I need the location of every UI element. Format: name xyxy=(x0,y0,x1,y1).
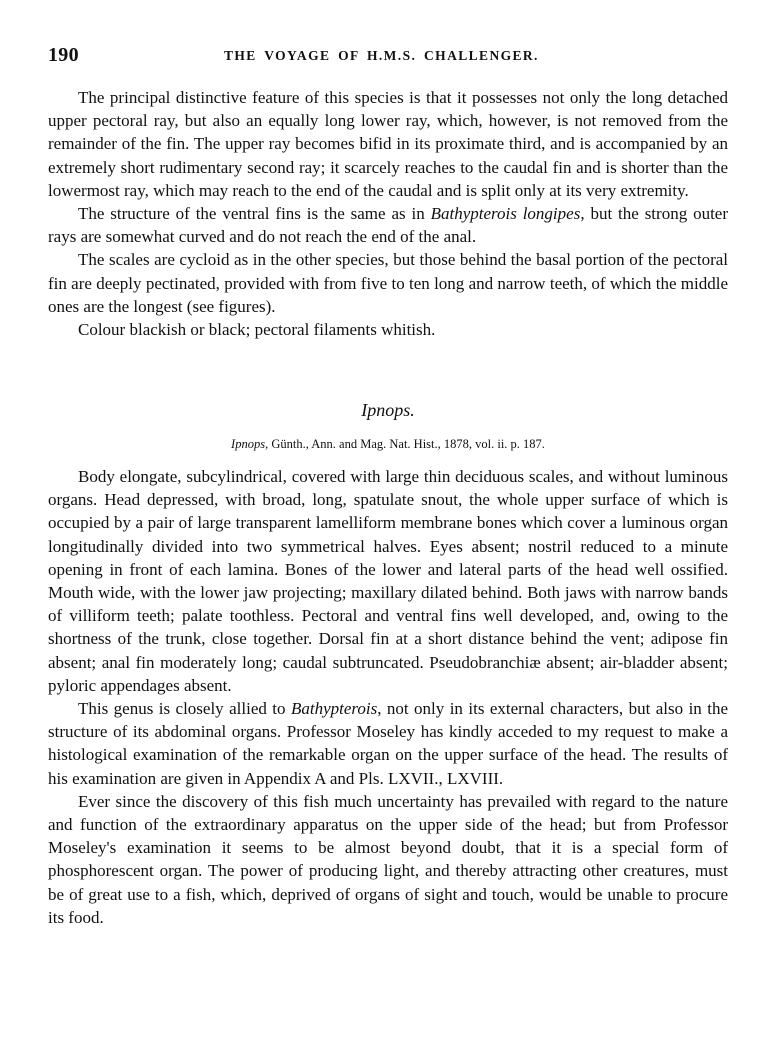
paragraph-fin-features: The principal distinctive feature of this species is that it possesses not only the long detached upper pectoral ray, but also an equally long lower ray, which, however, is not removed from the remainder of the fin. The upper ray becomes bifid in its proximate third, and is accompanied by an extremely short rudimentary second ray; it scarcely reaches to the caudal fin and is shorter than the lowermost ray, which may reach to the end of the caudal and is split only at its very extremity. xyxy=(48,88,728,200)
genus-name: Bathypterois xyxy=(290,699,378,719)
species-name: Bathypterois longipes xyxy=(430,204,581,224)
genus-heading: Ipnops. xyxy=(361,400,415,420)
paragraph-body-description: Body elongate, subcylindrical, covered with large thin deciduous scales, and without luminous organs. Head depressed, with broad, long, spatulate snout, the whole upper surface of which is occupied by a pair of large transparent lamelliform membrane bones which cover a luminous organ longitudinally divided into two symmetrical halves. Eyes absent; nostril reduced to a minute opening in front of each lamina. Bones of the lower and lateral parts of the head well ossified. Mouth wide, with the lower jaw projecting; maxillary dilated behind. Both jaws with narrow bands of villiform teeth; palate toothless. Pectoral and ventral fins well developed, and, owing to the shortness of the trunk, close together. Dorsal fin at a short distance behind the vent; adipose fin absent; anal fin moderately long; caudal subtruncated. Pseudobranchiæ absent; air-bladder absent; pyloric appendages absent. xyxy=(48,467,728,695)
text-run: , not only in its external characters, but also in the structure of its abdominal organs. Professor Moseley has kindly acceded to my request to make a histological examination of the remarkable organ on the upper surface of the head. The results of his examination are given in Appendix A and Pls. LXVII., LXVIII. xyxy=(48,699,729,788)
text-run: This genus is closely allied to xyxy=(78,699,291,719)
species-description-section xyxy=(48,86,728,341)
running-head: THE VOYAGE OF H.M.S. CHALLENGER. xyxy=(224,48,539,63)
page-header xyxy=(48,44,728,70)
paragraph-affinities xyxy=(48,697,728,790)
text-run: , but the strong outer rays are somewhat curved and do not reach the end of the anal. xyxy=(48,204,728,247)
citation-reference: , Günth., Ann. and Mag. Nat. Hist., 1878, vol. ii. p. 187. xyxy=(265,437,545,451)
genus-citation xyxy=(0,437,776,452)
genus-description-section xyxy=(48,465,728,929)
paragraph-scales: The scales are cycloid as in the other species, but those behind the basal portion of the pectoral fin are deeply pectinated, provided with from five to ten long and narrow teeth, of which the middle ones are the longest (see figures). xyxy=(48,250,728,316)
text-run: The structure of the ventral fins is the same as in xyxy=(78,204,431,224)
page-number: 190 xyxy=(48,44,79,66)
paragraph-ventral-fins xyxy=(48,202,728,248)
citation-genus: Ipnops xyxy=(231,437,266,451)
paragraph-colour: Colour blackish or black; pectoral filaments whitish. xyxy=(78,320,436,340)
paragraph-phosphorescent-organ: Ever since the discovery of this fish much uncertainty has prevailed with regard to the nature and function of the extraordinary apparatus on the upper side of the head; but from Professor Moseley's examination it seems to be almost beyond doubt, that it is a special form of phosphorescent organ. The power of producing light, and thereby attracting other creatures, must be of great use to a fish, which, deprived of organs of sight and touch, would be unable to procure its food. xyxy=(48,791,728,927)
